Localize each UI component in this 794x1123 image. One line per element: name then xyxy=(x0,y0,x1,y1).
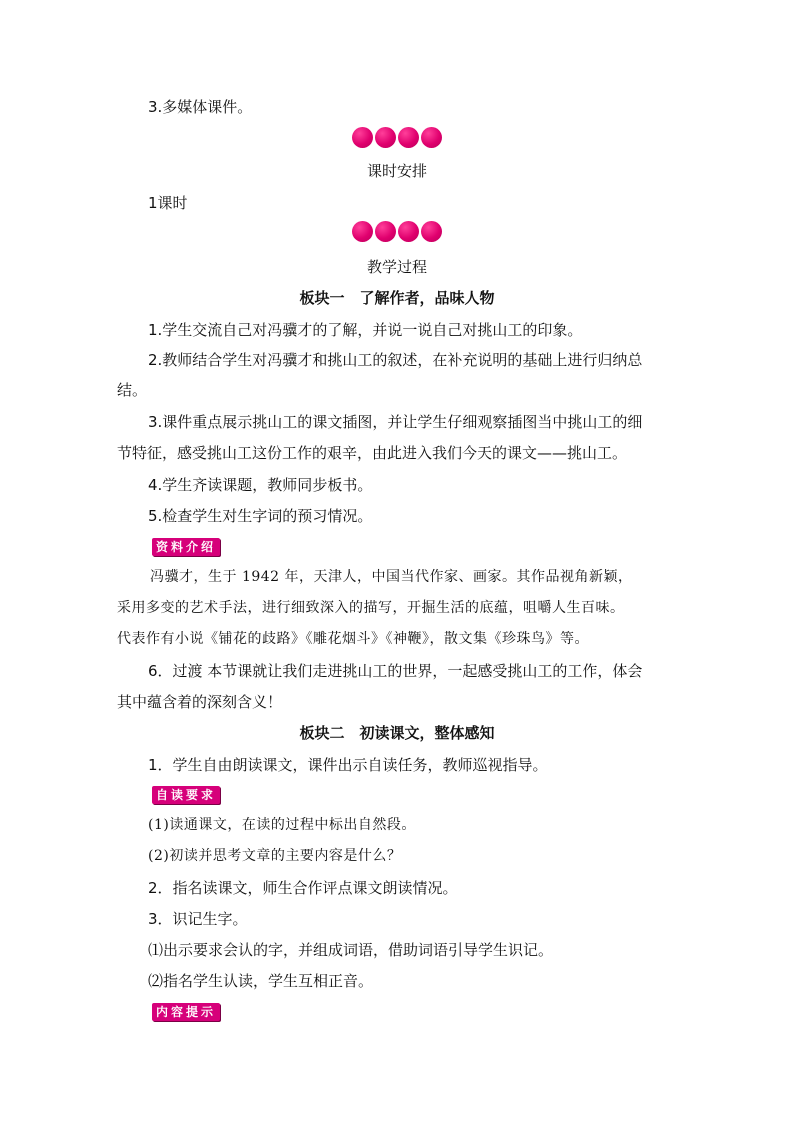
info-tag: 资料介绍 xyxy=(152,538,220,556)
section-divider-dots xyxy=(0,221,794,245)
block1-paragraph: 节特征，感受挑山工这份工作的艰辛，由此进入我们今天的课文——挑山工。 xyxy=(117,444,628,462)
dot-icon xyxy=(421,127,442,148)
block2-title: 板块二 初读课文，整体感知 xyxy=(299,724,495,742)
dot-icon xyxy=(421,221,442,242)
content-hint-tag: 内容提示 xyxy=(152,1003,220,1021)
block1-paragraph: 2.教师结合学生对冯骥才和挑山工的叙述，在补充说明的基础上进行归纳总 xyxy=(148,351,643,369)
author-info-line: 代表作有小说《铺花的歧路》《雕花烟斗》《神鞭》，散文集《珍珠鸟》等。 xyxy=(117,631,589,647)
block1-paragraph: 结。 xyxy=(117,381,148,399)
materials-item-3: 3.多媒体课件。 xyxy=(148,98,253,116)
block2-paragraph: 1．学生自由朗读课文，课件出示自读任务，教师巡视指导。 xyxy=(148,756,548,774)
reading-requirement-tag: 自读要求 xyxy=(152,786,220,804)
author-info-line: 采用多变的艺术手法，进行细致深入的描写，开掘生活的底蕴，咀嚼人生百味。 xyxy=(117,600,625,616)
block2-paragraph: 3．识记生字。 xyxy=(148,910,248,928)
block1-paragraph: 5.检查学生对生字词的预习情况。 xyxy=(148,507,373,525)
block1-paragraph: 4.学生齐读课题，教师同步板书。 xyxy=(148,476,373,494)
block1-title: 板块一 了解作者，品味人物 xyxy=(299,289,495,307)
schedule-text: 1课时 xyxy=(148,194,188,212)
block1-paragraph: 1.学生交流自己对冯骥才的了解，并说一说自己对挑山工的印象。 xyxy=(148,321,583,339)
dot-icon xyxy=(352,221,373,242)
block2-paragraph: ⑵指名学生认读，学生互相正音。 xyxy=(148,972,374,990)
block2-paragraph: ⑴出示要求会认的字，并组成词语，借助词语引导学生识记。 xyxy=(148,941,554,959)
dot-icon xyxy=(352,127,373,148)
reading-requirement-item: (2)初读并思考文章的主要内容是什么？ xyxy=(148,848,402,864)
dot-icon xyxy=(375,221,396,242)
dot-icon xyxy=(375,127,396,148)
block1-paragraph: 6．过渡 本节课就让我们走进挑山工的世界，一起感受挑山工的工作，体会 xyxy=(148,662,643,680)
block1-paragraph: 3.课件重点展示挑山工的课文插图，并让学生仔细观察插图当中挑山工的细 xyxy=(148,413,643,431)
reading-requirement-item: (1)读通课文，在读的过程中标出自然段。 xyxy=(148,817,416,833)
dot-icon xyxy=(398,221,419,242)
dot-icon xyxy=(398,127,419,148)
block2-paragraph: 2．指名读课文，师生合作评点课文朗读情况。 xyxy=(148,879,458,897)
section-divider-dots xyxy=(0,127,794,151)
schedule-heading: 课时安排 xyxy=(366,162,427,180)
author-info-line: 冯骥才，生于 1942 年，天津人，中国当代作家、画家。其作品视角新颖， xyxy=(150,569,633,585)
process-heading: 教学过程 xyxy=(366,258,427,276)
block1-paragraph: 其中蕴含着的深刻含义！ xyxy=(117,693,283,711)
